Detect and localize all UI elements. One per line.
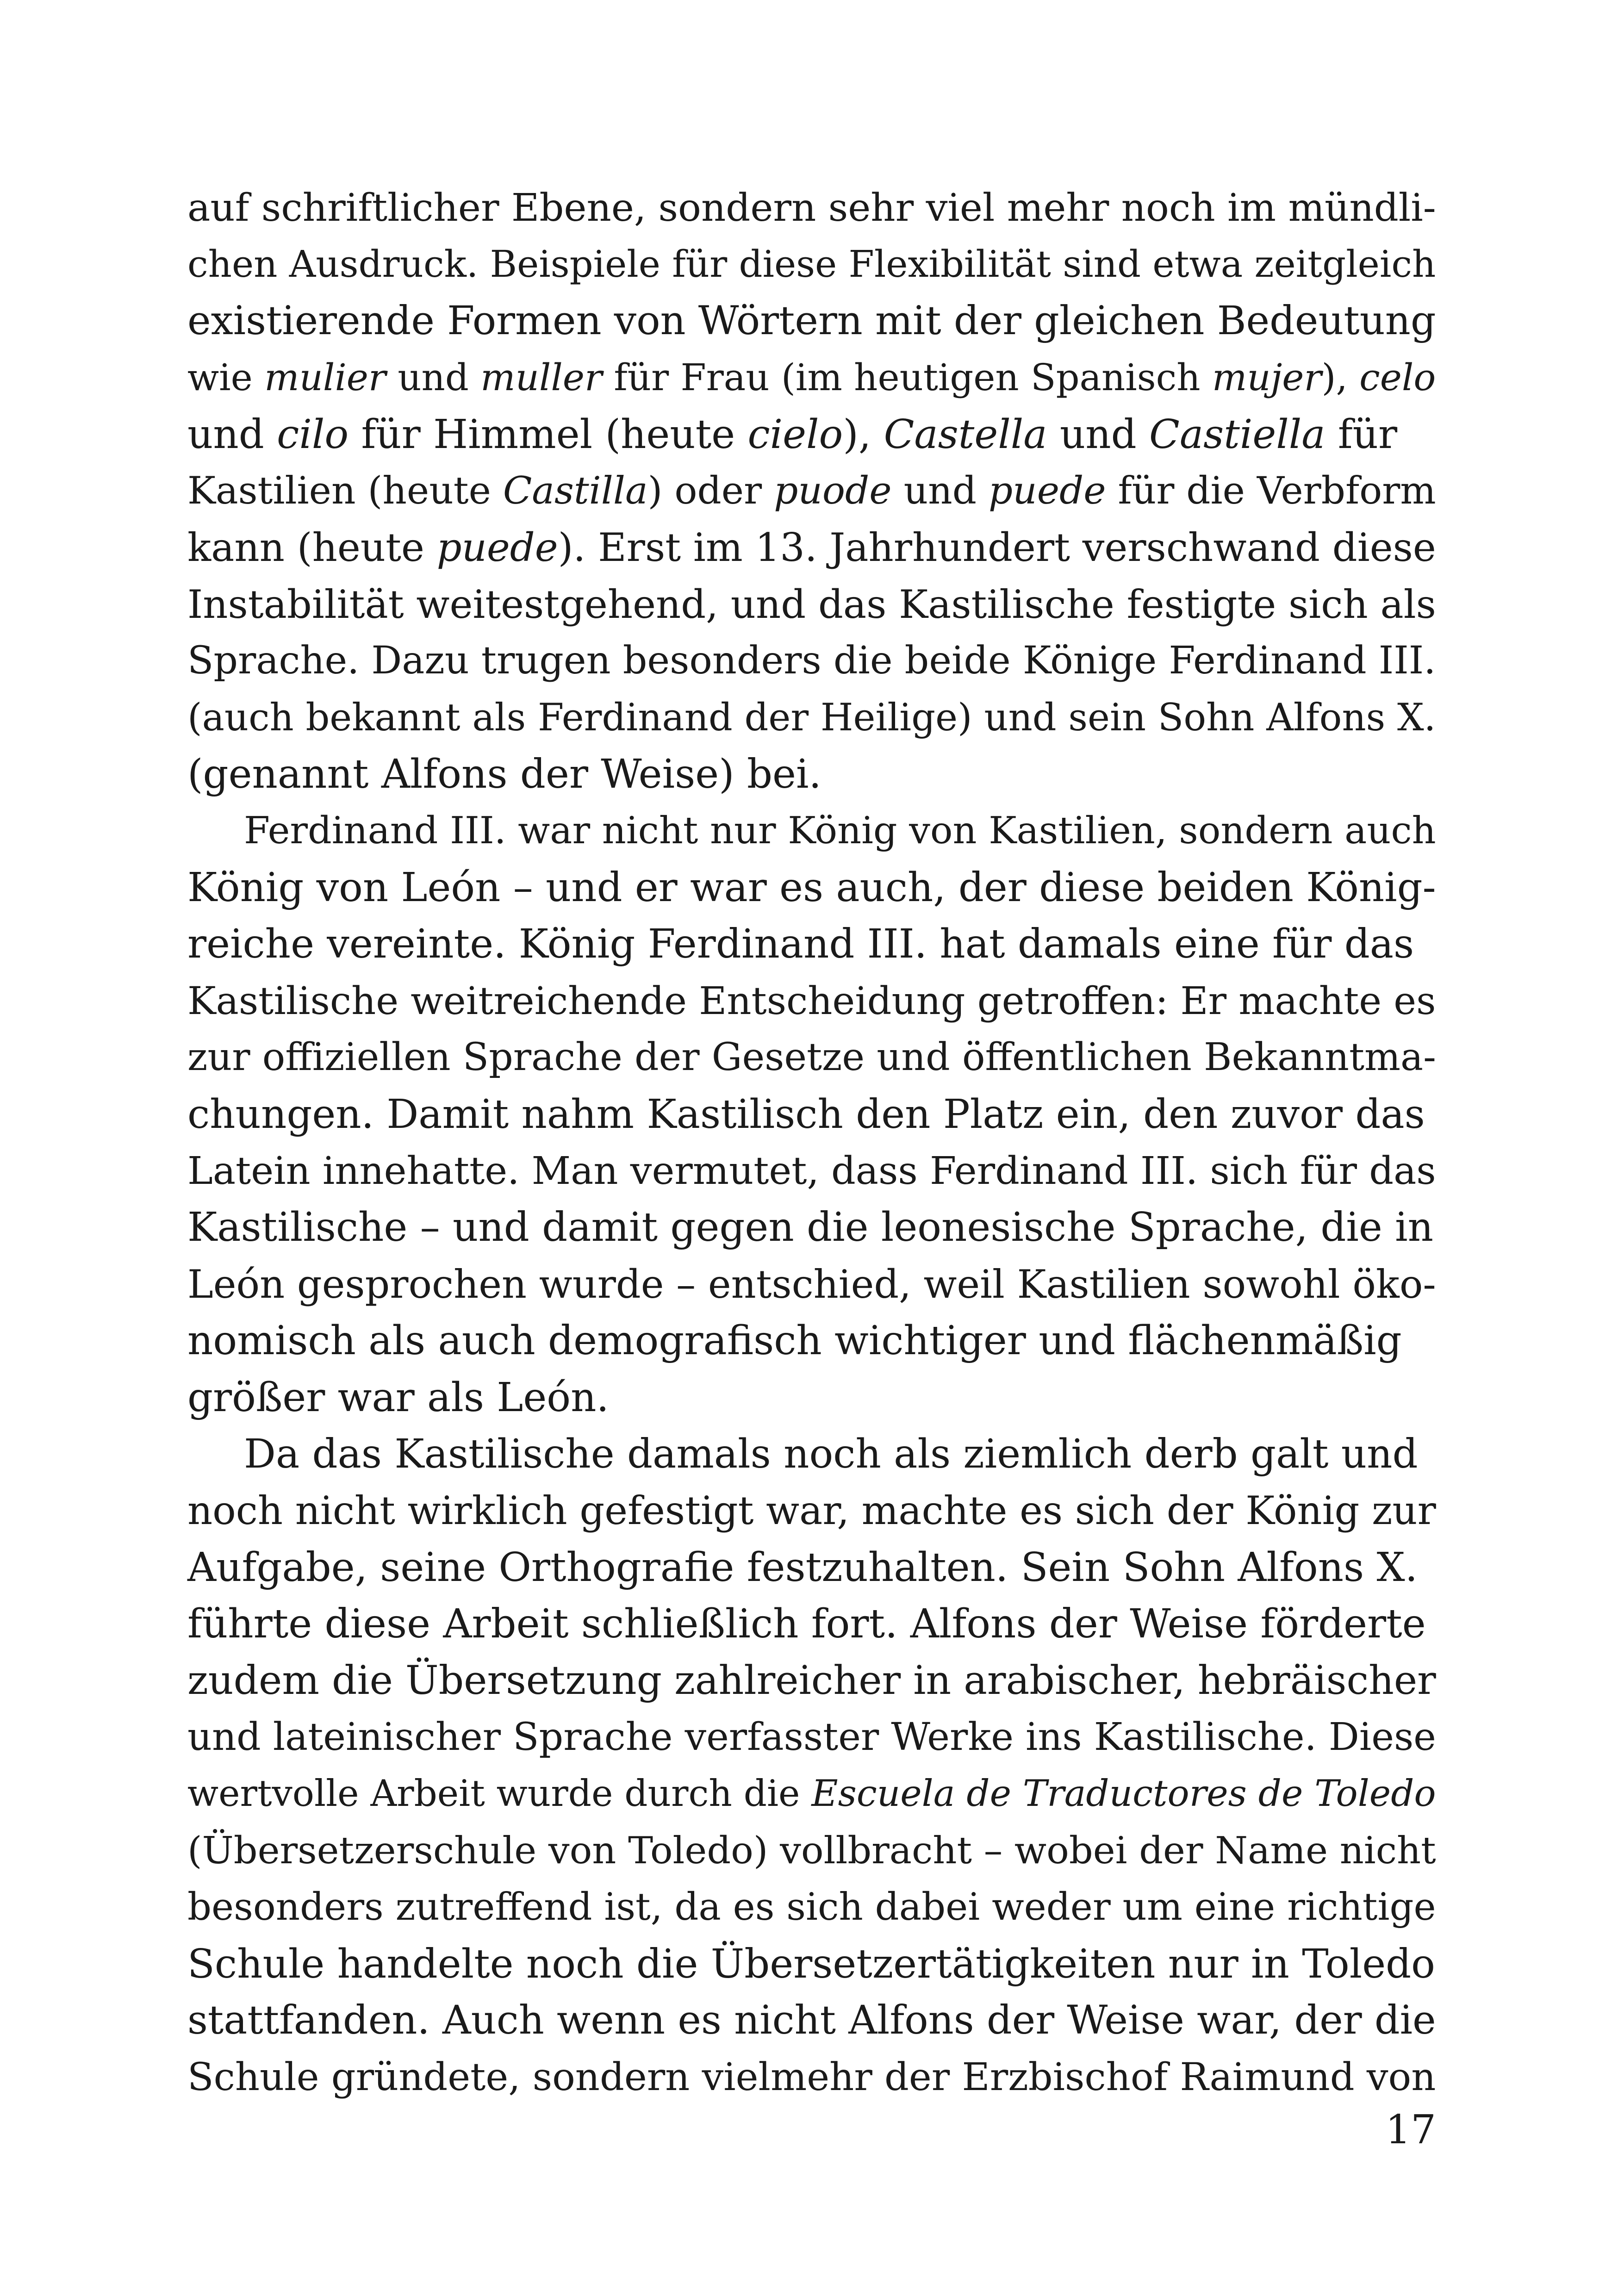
text-run: ), xyxy=(1321,356,1360,399)
text-run: Kastilien (heute xyxy=(187,469,503,513)
text-run: für die Verbform xyxy=(1106,469,1436,513)
text-line xyxy=(187,1369,1436,1426)
text-run: (auch bekannt als Ferdinand der Heilige) und sein Sohn Alfons X. xyxy=(187,696,1436,740)
text-line xyxy=(187,1823,1436,1879)
text-run: und xyxy=(386,356,481,399)
italic-term: Castilla xyxy=(503,469,648,513)
text-line xyxy=(187,1653,1436,1709)
text-line xyxy=(187,1086,1436,1143)
text-run: Sprache. Dazu trugen besonders die beide Könige Ferdinand III. xyxy=(187,639,1436,683)
text-line xyxy=(187,1936,1436,1992)
text-run: Latein innehatte. Man vermutet, dass Ferdinand III. sich für das xyxy=(187,1148,1436,1193)
text-run: für xyxy=(1325,411,1398,458)
italic-term: Castiella xyxy=(1149,411,1326,458)
text-run: zur offiziellen Sprache der Gesetze und öffentlichen Bekanntma- xyxy=(187,1035,1436,1080)
italic-term: mujer xyxy=(1212,356,1322,399)
text-run: Schule handelte noch die Übersetzertätigkeiten nur in Toledo xyxy=(187,1941,1435,1987)
text-line xyxy=(187,519,1436,576)
text-run: ) oder xyxy=(647,469,774,513)
text-line xyxy=(187,1766,1436,1822)
text-run: noch nicht wirklich gefestigt war, machte es sich der König zur xyxy=(187,1488,1436,1534)
paragraph xyxy=(187,180,1436,803)
text-run: (genannt Alfons der Weise) bei. xyxy=(187,751,821,798)
text-line xyxy=(187,293,1436,349)
text-run: chungen. Damit nahm Kastilisch den Platz ein, den zuvor das xyxy=(187,1091,1425,1138)
text-run: und xyxy=(1047,411,1150,458)
text-line xyxy=(187,180,1436,236)
text-run: Aufgabe, seine Orthografie festzuhalten. Sein Sohn Alfons X. xyxy=(187,1544,1418,1591)
text-run: Schule gründete, sondern vielmehr der Erzbischof Raimund von xyxy=(187,2055,1436,2100)
text-line xyxy=(187,1143,1436,1199)
text-run: Da das Kastilische damals noch als ziemlich derb galt und xyxy=(244,1431,1418,1477)
text-run: König von León – und er war es auch, der diese beiden König- xyxy=(187,864,1436,911)
page-number: 17 xyxy=(1385,2107,1436,2153)
text-line xyxy=(187,1256,1436,1313)
italic-term: cilo xyxy=(277,411,349,458)
text-line xyxy=(187,2049,1436,2105)
text-line xyxy=(187,746,1436,803)
text-line xyxy=(187,1992,1436,2049)
text-line xyxy=(187,859,1436,916)
text-line xyxy=(187,690,1436,746)
text-run: existierende Formen von Wörtern mit der gleichen Bedeutung xyxy=(187,298,1436,344)
text-line xyxy=(187,349,1436,406)
text-run: León gesprochen wurde – entschied, weil Kastilien sowohl öko- xyxy=(187,1261,1436,1307)
text-run: Kastilische – und damit gegen die leonesische Sprache, die in xyxy=(187,1204,1433,1251)
text-line xyxy=(187,463,1436,519)
text-line xyxy=(187,1426,1436,1482)
text-line xyxy=(187,1539,1436,1596)
paragraph xyxy=(187,803,1436,1425)
text-run: und xyxy=(891,469,989,513)
text-line xyxy=(187,973,1436,1029)
text-run: reiche vereinte. König Ferdinand III. hat damals eine für das xyxy=(187,921,1414,968)
text-line xyxy=(187,1029,1436,1086)
text-line xyxy=(187,1482,1436,1539)
text-run: und xyxy=(187,411,277,458)
text-run: besonders zutreffend ist, da es sich dabei weder um eine richtige xyxy=(187,1885,1436,1929)
text-line xyxy=(187,633,1436,689)
body-text xyxy=(187,180,1436,2106)
text-line xyxy=(187,236,1436,292)
text-run: Instabilität weitestgehend, und das Kastilische festigte sich als xyxy=(187,581,1436,627)
text-run: auf schriftlicher Ebene, sondern sehr viel mehr noch im mündli- xyxy=(187,185,1436,230)
text-run: und lateinischer Sprache verfasster Werke ins Kastilische. Diese xyxy=(187,1715,1436,1759)
text-line xyxy=(187,406,1436,463)
italic-term: muller xyxy=(480,356,603,399)
text-run: nomisch als auch demografisch wichtiger und flächenmäßig xyxy=(187,1318,1402,1364)
italic-term: mulier xyxy=(264,356,386,399)
text-line xyxy=(187,803,1436,859)
text-line xyxy=(187,1596,1436,1652)
text-run: Kastilische weitreichende Entscheidung getroffen: Er machte es xyxy=(187,978,1436,1023)
text-line xyxy=(187,1879,1436,1935)
italic-term: puede xyxy=(436,525,558,571)
text-run: für Himmel (heute xyxy=(348,411,748,458)
italic-term: puode xyxy=(774,469,892,513)
text-line xyxy=(187,1709,1436,1766)
italic-term: puede xyxy=(988,469,1106,513)
text-run: Ferdinand III. war nicht nur König von Kastilien, sondern auch xyxy=(244,809,1436,853)
text-run: wertvolle Arbeit wurde durch die xyxy=(187,1773,812,1815)
text-run: größer war als León. xyxy=(187,1374,609,1421)
text-run: chen Ausdruck. Beispiele für diese Flexibilität sind etwa zeitgleich xyxy=(187,243,1436,286)
text-run: (Übersetzerschule von Toledo) vollbracht – wobei der Name nicht xyxy=(187,1829,1436,1873)
text-line xyxy=(187,1199,1436,1256)
paragraph xyxy=(187,1426,1436,2106)
text-line xyxy=(187,916,1436,972)
text-run: zudem die Übersetzung zahlreicher in arabischer, hebräischer xyxy=(187,1657,1436,1704)
text-run: führte diese Arbeit schließlich fort. Alfons der Weise förderte xyxy=(187,1601,1426,1648)
text-line xyxy=(187,1313,1436,1369)
text-run: wie xyxy=(187,356,265,399)
text-line xyxy=(187,576,1436,633)
italic-term: celo xyxy=(1359,356,1436,399)
italic-term: Escuela de Traductores de Toledo xyxy=(811,1773,1436,1815)
italic-term: Castella xyxy=(884,411,1047,458)
text-run: ). Erst im 13. Jahrhundert verschwand diese xyxy=(558,525,1436,571)
italic-term: cielo xyxy=(747,411,843,458)
text-run: für Frau (im heutigen Spanisch xyxy=(602,356,1212,399)
text-run: kann (heute xyxy=(187,525,437,571)
text-run: ), xyxy=(843,411,884,458)
text-run: stattfanden. Auch wenn es nicht Alfons der Weise war, der die xyxy=(187,1997,1436,2043)
